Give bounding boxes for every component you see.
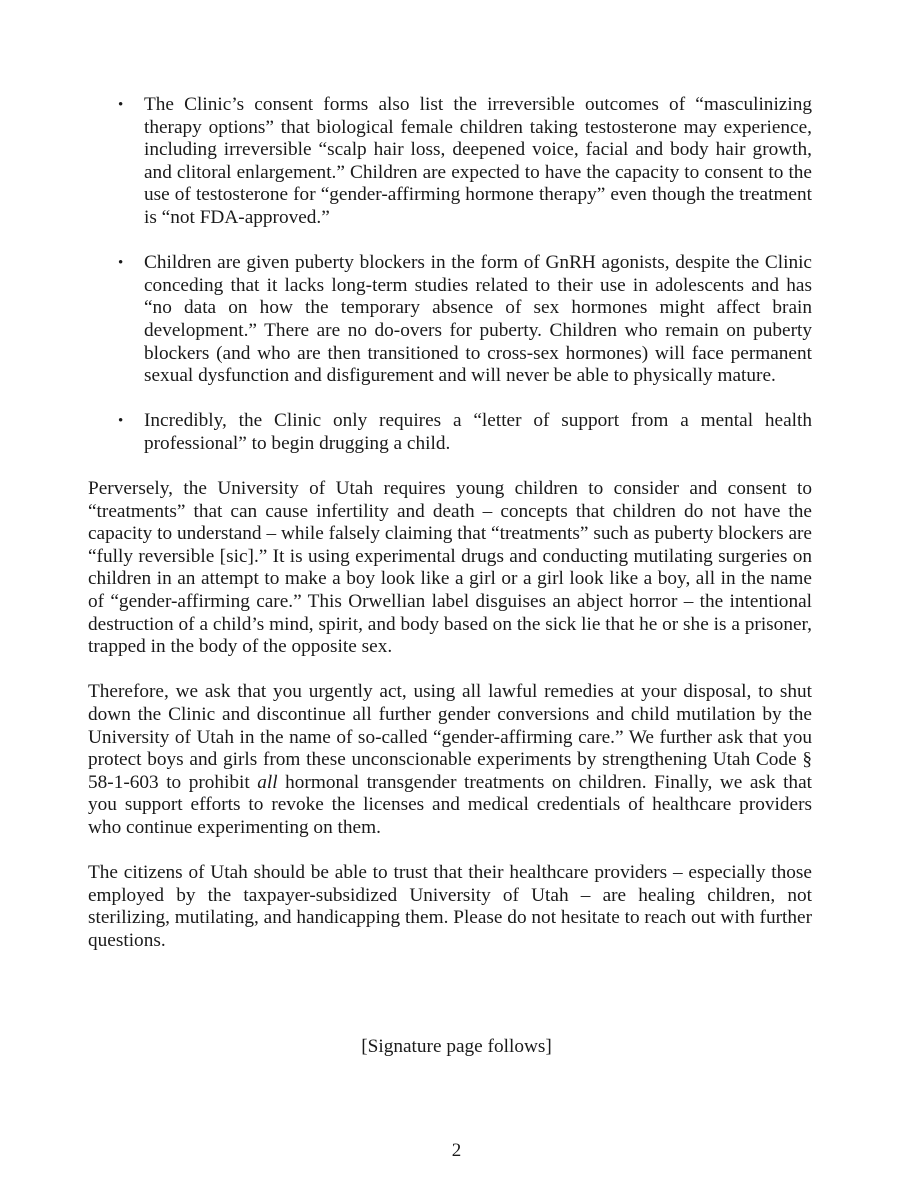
paragraph-text: hormonal transgender treatments on children. Finally, we ask that you support efforts to revoke the licenses and medical credentials of healthcare providers who continue experimenting on them. [88, 771, 812, 838]
bullet-item-consent-forms [88, 94, 812, 230]
paragraph-text: Therefore, we ask that you urgently act, using all lawful remedies at your disposal, to shut down the Clinic and discontinue all further gender conversions and child mutilation by the University of Utah in the name of so-called “gender-affirming care.” We further ask that you protect boys and girls from these unconscionable experiments by strengthening Utah Code § 58-1-603 to prohibit [88, 681, 812, 793]
bullet-icon: • [118, 413, 124, 430]
bullet-item-letter-of-support [88, 410, 812, 455]
paragraph-perversely: Perversely, the University of Utah requires young children to consider and consent to “treatments” that can cause infertility and death – concepts that children do not have the capacity to understand – while falsely claiming that “treatments” such as puberty blockers are “fully reversible [sic].” It is using experimental drugs and conducting mutilating surgeries on children in an attempt to make a boy look like a girl or a girl look like a boy, all in the name of “gender-affirming care.” This Orwellian label disguises an abject horror – the intentional destruction of a child’s mind, spirit, and body based on the sick lie that he or she is a prisoner, trapped in the body of the opposite sex. [88, 478, 812, 658]
emphasis-all: all [257, 771, 278, 793]
bullet-icon: • [118, 97, 124, 113]
bullet-list [88, 94, 812, 456]
signature-page-note: [Signature page follows] [361, 1036, 552, 1057]
document-page [88, 94, 812, 975]
bullet-item-puberty-blockers [88, 252, 812, 388]
bullet-text: Incredibly, the Clinic only requires a “letter of support from a mental health professional” to begin drugging a child. [144, 410, 812, 454]
paragraph-therefore [88, 681, 812, 839]
paragraph-citizens: The citizens of Utah should be able to trust that their healthcare providers – especially those employed by the taxpayer-subsidized University of Utah – are healing children, not sterilizing, mutilating, and handicapping them. Please do not hesitate to reach out with further questions. [88, 862, 812, 951]
bullet-icon: • [118, 255, 124, 272]
bullet-text: Children are given puberty blockers in the form of GnRH agonists, despite the Clinic conceding that it lacks long-term studies related to their use in adolescents and has “no data on how the temporary absence of sex hormones might affect brain development.” There are no do-overs for puberty. Children who remain on puberty blockers (and who are then transitioned to cross-sex hormones) will face permanent sexual dysfunction and disfigurement and will never be able to physically mature. [144, 252, 812, 387]
bullet-text: The Clinic’s consent forms also list the irreversible outcomes of “masculinizing therapy options” that biological female children taking testosterone may experience, including irreversible “scalp hair loss, deepened voice, facial and body hair growth, and clitoral enlargement.” Children are expected to have the capacity to consent to the use of testosterone for “gender-affirming hormone therapy” even though the treatment is “not FDA-approved.” [144, 94, 812, 228]
page-number: 2 [451, 1140, 462, 1161]
